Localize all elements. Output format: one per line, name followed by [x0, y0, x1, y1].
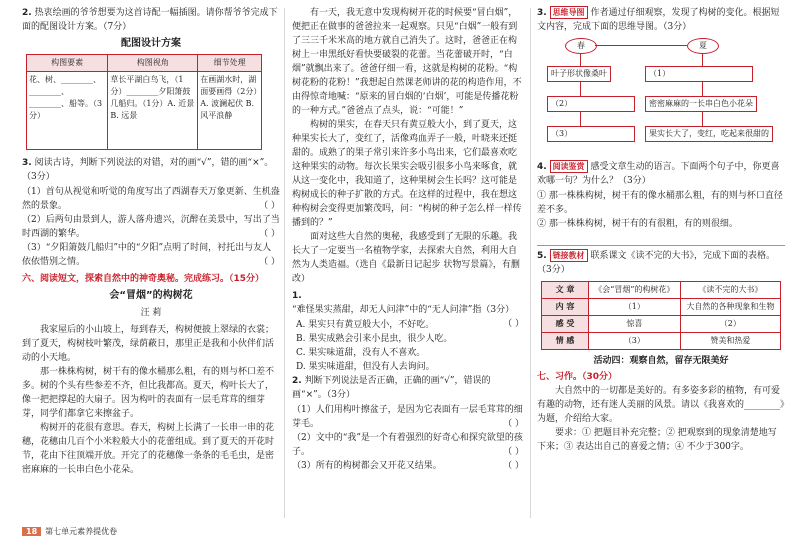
- q3-item: （3）“夕阳箫鼓几船归”中的“夕阳”点明了时间，衬托出与友人依依惜别之情。 （ ）: [22, 243, 280, 267]
- q3-item: （1）首句从视觉和听觉的角度写出了西湖春天万象更新、生机盎然的景象。 （ ）: [22, 187, 280, 211]
- table-title: 配图设计方案: [121, 38, 181, 49]
- tag-label: 阅读鉴赏: [550, 160, 588, 173]
- story-paragraph: 面对这些大自然的奥秘，我感受到了无限的乐趣。我长大了一定要当一名植物学家，去探索大自然，利用大自然为人类造福。（选自《最新日记起步 状物写景篇》，有删改）: [292, 232, 520, 284]
- tag-label: 链接教材: [550, 249, 588, 262]
- table-cell[interactable]: （1）: [589, 299, 681, 316]
- essay-prompt: 大自然中的一切都是美好的。有多姿多彩的植物，有可爱有趣的动物，还有迷人美丽的风景。请以《我喜欢的________》为题，介绍给大家。: [537, 386, 785, 424]
- q4-item: ① 那一株株构树，树干有的像水桶那么粗，有的则与杯口直径差不多。: [537, 191, 783, 215]
- spring-node: 春: [565, 38, 597, 54]
- answer-blank[interactable]: （ ）: [503, 319, 524, 329]
- table-cell[interactable]: 花、树、________、________、________、船等。（3分）: [27, 72, 108, 150]
- mindmap-blank[interactable]: （1）: [645, 66, 753, 82]
- mind-map: [537, 36, 785, 156]
- essay-requirements: 要求：① 把题目补充完整；② 把观察到的现象清楚地写下来；③ 表达出自己的喜爱之情；④ 不少于300字。: [537, 428, 777, 452]
- q5-stem: 5. 链接教材 联系课文《读不完的大书》，完成下面的表格。（3分）: [537, 251, 775, 275]
- answer-line[interactable]: [537, 233, 785, 246]
- author: 汪 莉: [140, 308, 162, 318]
- column-divider: [530, 8, 531, 518]
- table-header: 构图要素: [27, 55, 108, 72]
- story-paragraph: 有一天，我无意中发现构树开花的时候要“冒白烟”，便把正在做事的爸爸拉来一起观察。只见“白烟”一般有到了三三千米米高的地方就自己消失了。这时，爸爸正在构树上一串黑纸好看快要破裂的花蕾。当花蕾破开时，“白烟”就飘出来了。爸爸仔细一看，这就是构树的花粉。“构树花粉的花粉！”我想起自然课老师讲的花的构造作用，不由得惊奇地喊：“原来的冒白烟的‘白烟’，可能是传播花粉的一种方式。”爸爸点了点头，说：“可能！”: [292, 8, 522, 116]
- q2-stem: 2. 热衷绘画的爷爷想要为这首诗配一幅插图。请你帮爷爷完成下面的配图设计方案。（7分）: [22, 8, 278, 32]
- table-cell: 大自然的各种现象和生物: [680, 299, 780, 316]
- q1-option[interactable]: B. 果实成熟会引来小昆虫，很少人吃。: [296, 334, 453, 344]
- story-paragraph: 构树的果实，在春天只有黄豆般大小，到了夏天，这种果实长大了，变红了，活像鸡血弄子一般，叶晓来还挺甜的。成熟了的果子常引来许多小鸟出来，它们最喜欢吃这种果实的动物。每次长果实会吸引很多小鸟来啄食，就从这一变化中，我知道了，这种果树会生长吗？这可能是构树成长的种子扩散的方式。在这样的过程中，我在想这种构树会变得更加繁茂吗，问：“构树的种子怎么样一样传播到的？”: [292, 120, 522, 228]
- column-divider: [284, 8, 285, 518]
- design-table: [26, 54, 262, 150]
- compare-table: [541, 281, 781, 350]
- table-cell: 赞美和热爱: [680, 333, 780, 350]
- story-paragraph: 我家屋后的小山坡上，每到春天，构树便披上翠绿的衣裳；到了夏天，构树枝叶繁茂，绿荫蔽日，那里正是我和小伙伴们活动的小天地。: [22, 325, 275, 363]
- answer-blank[interactable]: （ ）: [259, 229, 280, 239]
- answer-blank[interactable]: （ ）: [259, 257, 280, 267]
- mindmap-blank[interactable]: （2）: [547, 96, 635, 112]
- q1-option[interactable]: C. 果实味道甜，没有人不喜欢。: [296, 348, 426, 358]
- row-key: 感 受: [542, 316, 589, 333]
- table-cell[interactable]: （2）: [680, 316, 780, 333]
- q3-item: （2）后两句由景到人，游人落舟遗兴，沉醉在美景中，写出了当时西湖的繁华。 （ ）: [22, 215, 280, 239]
- section-six-heading: 六、阅读短文，探索自然中的神奇奥秘。完成练习。（15分）: [22, 274, 265, 284]
- q2-item: （3）所有的构树都会又开花又结果。 （ ）: [292, 461, 524, 471]
- story-paragraph: 构树开的花很有意思。春天，构树上长满了一长串一串的花穗，花穗由几百个小米粒般大小的花蕾组成。到了夏天的开花时节，花由下往顶端开放。开完了的花穗像一条条的毛毛虫，是密密麻麻的一长串白色小花朵。: [22, 423, 275, 475]
- q4-stem: 4. 阅读鉴赏 感受文章生动的语言。下面两个句子中，你更喜欢哪一句？为什么？（3分）: [537, 162, 780, 186]
- table-cell[interactable]: （3）: [589, 333, 681, 350]
- table-header: 细节处理: [198, 55, 262, 72]
- table-cell: 惊喜: [589, 316, 681, 333]
- q1-option[interactable]: D. 果实味道甜，但没有人去询问。: [296, 362, 435, 372]
- middle-column: [292, 6, 524, 473]
- mindmap-box: 叶子形状像桑叶: [547, 66, 611, 82]
- connector: [595, 45, 687, 46]
- story-paragraph: 那一株株构树，树干有的像水桶那么粗，有的则与杯口差不多。树的个头有些参差不齐，但比我都高。夏天，构叶长大了，像一把把撑起的大扇子。因为构叶的表面有一层毛茸茸的细芽芽，同学们都拿它来擦盆子。: [22, 367, 275, 419]
- table-cell: 《读不完的大书》: [680, 282, 780, 299]
- q1-stem: 1. “难怪果实蒸甜，却无人问津”中的“无人问津”指（3分） （ ）: [292, 291, 524, 329]
- footer-label: 第七单元素养提优卷: [45, 527, 118, 536]
- tag-label: 思维导图: [550, 6, 588, 19]
- answer-blank[interactable]: （ ）: [503, 419, 524, 429]
- answer-blank[interactable]: （ ）: [503, 447, 524, 457]
- page-number: 18: [22, 527, 41, 536]
- q1-option[interactable]: A. 果实只有黄豆般大小，不好吃。: [296, 320, 435, 330]
- q4-item: ② 那一株株构树，树干有的有很粗，有的则很细。: [537, 219, 738, 229]
- table-header: 构图视角: [108, 55, 198, 72]
- row-key: 文 章: [542, 282, 589, 299]
- table-cell: 《会“冒烟”的构树花》: [589, 282, 681, 299]
- q3-stem: 3. 思维导图 作者通过仔细观察，发现了构树的变化。根据短文内容，完成下面的思维导图。（3分）: [537, 8, 780, 32]
- row-key: 情 感: [542, 333, 589, 350]
- section-seven-heading: 七、习作。（30分）: [537, 372, 618, 382]
- table-cell[interactable]: 草长平湖白鸟飞，（1分）________夕阳箫鼓几船归。（1分）A. 近景 B. 远景: [108, 72, 198, 150]
- mindmap-box: 密密麻麻的一长串白色小花朵: [645, 96, 757, 112]
- story-title: 会“冒烟”的构树花: [109, 290, 193, 301]
- summer-node: 夏: [687, 38, 719, 54]
- q2-item: （2）文中的“我”是一个有着强烈的好奇心和探究欲望的孩子。 （ ）: [292, 433, 524, 457]
- q3-stem: 3. 阅读古诗，判断下列说法的对错，对的画“√”，错的画“×”。（3分）: [22, 158, 274, 182]
- mindmap-box: 果实长大了，变红，吃起来很甜的: [645, 126, 773, 142]
- answer-blank[interactable]: （ ）: [259, 201, 280, 211]
- answer-blank[interactable]: （ ）: [503, 461, 524, 471]
- mindmap-blank[interactable]: （3）: [547, 126, 635, 142]
- table-cell[interactable]: 在画湖水时，湖面要画得（2分）A. 波澜起伏 B. 风平浪静: [198, 72, 262, 150]
- q2-stem: 2. 判断下列说法是否正确，正确的画“√”，错误的画“×”。（3分）: [292, 376, 491, 400]
- page-footer: [22, 526, 117, 537]
- row-key: 内 容: [542, 299, 589, 316]
- activity-heading: 活动四：观察自然，留存无限美好: [593, 356, 729, 366]
- q2-item: （1）人们用构叶擦盆子，是因为它表面有一层毛茸茸的细芽毛。 （ ）: [292, 405, 524, 429]
- right-column: [537, 6, 785, 454]
- left-column: [22, 6, 280, 477]
